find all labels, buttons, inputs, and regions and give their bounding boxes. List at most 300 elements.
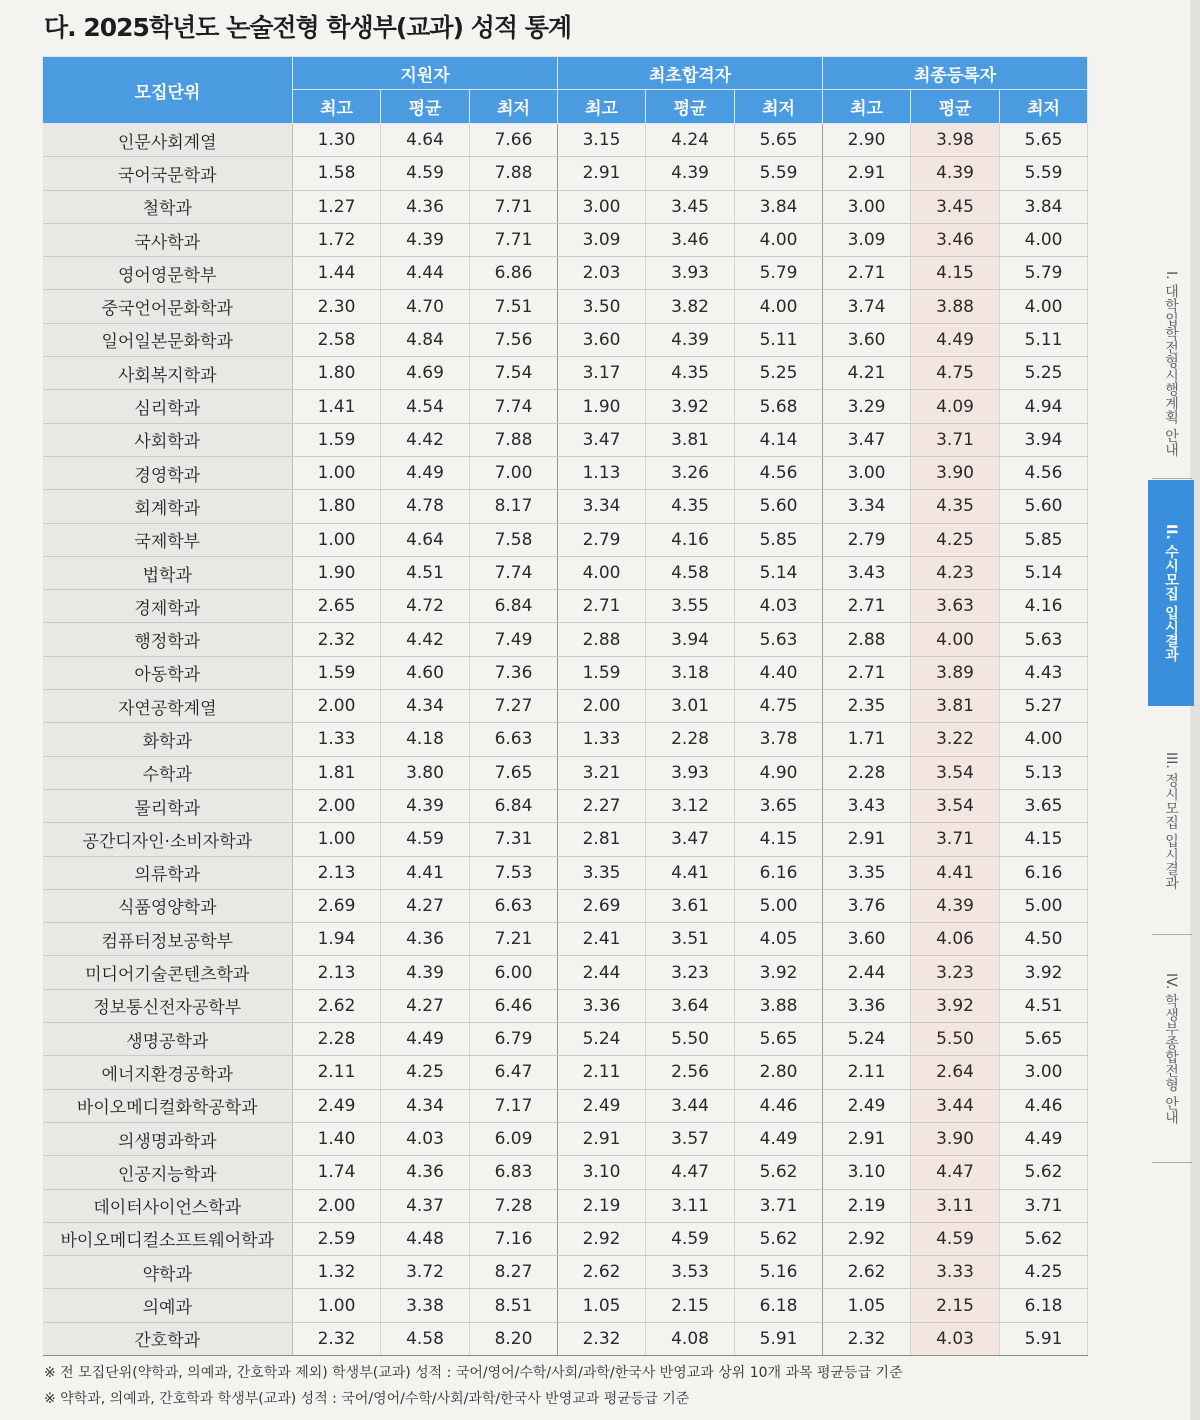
cell-applicants-avg: 4.49 bbox=[381, 1023, 470, 1056]
cell-initial-max: 2.41 bbox=[558, 923, 646, 956]
cell-initial-avg: 3.11 bbox=[646, 1189, 735, 1222]
cell-final-max: 2.91 bbox=[823, 1122, 911, 1155]
unit-name-cell: 인공지능학과 bbox=[43, 1156, 293, 1189]
cell-initial-max: 2.91 bbox=[558, 157, 646, 190]
cell-initial-max: 1.05 bbox=[558, 1289, 646, 1322]
cell-final-avg: 4.41 bbox=[911, 856, 1000, 889]
cell-initial-avg: 4.16 bbox=[646, 523, 735, 556]
cell-final-avg: 4.25 bbox=[911, 523, 1000, 556]
cell-applicants-min: 7.51 bbox=[470, 290, 558, 323]
cell-applicants-max: 2.00 bbox=[293, 1189, 381, 1222]
cell-final-min: 3.71 bbox=[1000, 1189, 1088, 1222]
page-title: 다. 2025학년도 논술전형 학생부(교과) 성적 통계 bbox=[44, 13, 571, 42]
cell-final-min: 4.00 bbox=[1000, 223, 1088, 256]
cell-initial-min: 5.60 bbox=[735, 490, 823, 523]
cell-applicants-avg: 4.48 bbox=[381, 1222, 470, 1255]
table-row bbox=[43, 889, 1088, 922]
cell-initial-avg: 3.81 bbox=[646, 423, 735, 456]
unit-name-cell: 아동학과 bbox=[43, 656, 293, 689]
unit-name-cell: 생명공학과 bbox=[43, 1023, 293, 1056]
cell-initial-min: 5.16 bbox=[735, 1256, 823, 1289]
cell-applicants-min: 8.20 bbox=[470, 1322, 558, 1355]
cell-applicants-min: 7.21 bbox=[470, 923, 558, 956]
cell-final-max: 2.28 bbox=[823, 756, 911, 789]
unit-name-cell: 수학과 bbox=[43, 756, 293, 789]
header-sub-min: 최저 bbox=[470, 90, 558, 124]
cell-applicants-avg: 3.38 bbox=[381, 1289, 470, 1322]
cell-initial-max: 3.00 bbox=[558, 190, 646, 223]
table-row bbox=[43, 756, 1088, 789]
cell-initial-max: 3.21 bbox=[558, 756, 646, 789]
cell-applicants-avg: 3.80 bbox=[381, 756, 470, 789]
side-tab-4[interactable] bbox=[1148, 936, 1194, 1162]
unit-name-cell: 컴퓨터정보공학부 bbox=[43, 923, 293, 956]
unit-name-cell: 데이터사이언스학과 bbox=[43, 1189, 293, 1222]
cell-initial-min: 5.68 bbox=[735, 390, 823, 423]
cell-applicants-min: 8.51 bbox=[470, 1289, 558, 1322]
cell-applicants-max: 2.65 bbox=[293, 590, 381, 623]
cell-initial-avg: 3.47 bbox=[646, 823, 735, 856]
cell-applicants-max: 1.94 bbox=[293, 923, 381, 956]
cell-applicants-avg: 4.49 bbox=[381, 456, 470, 489]
cell-initial-min: 3.71 bbox=[735, 1189, 823, 1222]
cell-applicants-min: 7.71 bbox=[470, 190, 558, 223]
unit-name-cell: 회계학과 bbox=[43, 490, 293, 523]
cell-initial-avg: 3.44 bbox=[646, 1089, 735, 1122]
cell-final-min: 5.59 bbox=[1000, 157, 1088, 190]
cell-final-max: 2.44 bbox=[823, 956, 911, 989]
cell-final-avg: 3.63 bbox=[911, 590, 1000, 623]
cell-applicants-avg: 4.54 bbox=[381, 390, 470, 423]
header-group-initial-admits: 최초합격자 bbox=[558, 57, 823, 90]
cell-applicants-max: 2.69 bbox=[293, 889, 381, 922]
cell-initial-avg: 5.50 bbox=[646, 1023, 735, 1056]
cell-applicants-min: 7.17 bbox=[470, 1089, 558, 1122]
cell-applicants-max: 1.59 bbox=[293, 656, 381, 689]
cell-initial-min: 3.88 bbox=[735, 989, 823, 1022]
cell-final-avg: 3.46 bbox=[911, 223, 1000, 256]
cell-initial-max: 3.10 bbox=[558, 1156, 646, 1189]
cell-final-min: 4.56 bbox=[1000, 456, 1088, 489]
cell-initial-max: 3.36 bbox=[558, 989, 646, 1022]
cell-final-min: 4.00 bbox=[1000, 290, 1088, 323]
cell-final-avg: 4.15 bbox=[911, 257, 1000, 290]
cell-final-min: 5.13 bbox=[1000, 756, 1088, 789]
cell-applicants-max: 2.58 bbox=[293, 323, 381, 356]
cell-final-max: 5.24 bbox=[823, 1023, 911, 1056]
cell-final-max: 2.19 bbox=[823, 1189, 911, 1222]
cell-initial-min: 5.65 bbox=[735, 124, 823, 157]
cell-initial-min: 4.46 bbox=[735, 1089, 823, 1122]
table-row bbox=[43, 956, 1088, 989]
table-row bbox=[43, 556, 1088, 589]
cell-applicants-min: 6.84 bbox=[470, 590, 558, 623]
cell-initial-min: 4.00 bbox=[735, 223, 823, 256]
cell-final-min: 5.25 bbox=[1000, 357, 1088, 390]
cell-final-min: 5.79 bbox=[1000, 257, 1088, 290]
cell-initial-min: 4.03 bbox=[735, 590, 823, 623]
cell-final-min: 4.50 bbox=[1000, 923, 1088, 956]
unit-name-cell: 정보통신전자공학부 bbox=[43, 989, 293, 1022]
cell-initial-avg: 4.24 bbox=[646, 124, 735, 157]
cell-applicants-avg: 4.72 bbox=[381, 590, 470, 623]
cell-final-avg: 3.22 bbox=[911, 723, 1000, 756]
table-row bbox=[43, 1122, 1088, 1155]
cell-applicants-min: 7.88 bbox=[470, 157, 558, 190]
cell-applicants-min: 7.54 bbox=[470, 357, 558, 390]
header-sub-min: 최저 bbox=[1000, 90, 1088, 124]
cell-applicants-max: 2.59 bbox=[293, 1222, 381, 1255]
cell-initial-max: 2.27 bbox=[558, 789, 646, 822]
cell-applicants-max: 2.62 bbox=[293, 989, 381, 1022]
cell-final-avg: 3.54 bbox=[911, 756, 1000, 789]
cell-final-max: 1.05 bbox=[823, 1289, 911, 1322]
cell-final-max: 3.10 bbox=[823, 1156, 911, 1189]
table-row bbox=[43, 923, 1088, 956]
cell-applicants-avg: 4.34 bbox=[381, 1089, 470, 1122]
cell-initial-avg: 3.94 bbox=[646, 623, 735, 656]
cell-applicants-min: 7.49 bbox=[470, 623, 558, 656]
unit-name-cell: 행정학과 bbox=[43, 623, 293, 656]
cell-applicants-max: 1.41 bbox=[293, 390, 381, 423]
cell-final-min: 5.63 bbox=[1000, 623, 1088, 656]
cell-final-avg: 3.44 bbox=[911, 1089, 1000, 1122]
cell-applicants-min: 6.63 bbox=[470, 723, 558, 756]
cell-applicants-max: 2.32 bbox=[293, 1322, 381, 1355]
header-group-final-enrollees: 최종등록자 bbox=[823, 57, 1088, 90]
cell-final-avg: 3.11 bbox=[911, 1189, 1000, 1222]
cell-initial-avg: 3.92 bbox=[646, 390, 735, 423]
cell-final-avg: 4.03 bbox=[911, 1322, 1000, 1355]
side-tab-label: I. 대학입학전형시행계획 안내 bbox=[1163, 271, 1179, 457]
cell-applicants-avg: 4.03 bbox=[381, 1122, 470, 1155]
footnote: ※ 약학과, 의예과, 간호학과 학생부(교과) 성적 : 국어/영어/수학/사회/과학/한국사 반영교과 평균등급 기준 bbox=[44, 1391, 690, 1407]
cell-applicants-max: 2.13 bbox=[293, 856, 381, 889]
cell-final-min: 3.84 bbox=[1000, 190, 1088, 223]
cell-final-max: 3.60 bbox=[823, 323, 911, 356]
cell-initial-avg: 4.47 bbox=[646, 1156, 735, 1189]
cell-initial-max: 3.09 bbox=[558, 223, 646, 256]
unit-name-cell: 국사학과 bbox=[43, 223, 293, 256]
cell-final-max: 3.76 bbox=[823, 889, 911, 922]
cell-final-max: 2.79 bbox=[823, 523, 911, 556]
cell-applicants-avg: 4.42 bbox=[381, 623, 470, 656]
table-row bbox=[43, 456, 1088, 489]
cell-initial-min: 3.92 bbox=[735, 956, 823, 989]
cell-final-max: 2.11 bbox=[823, 1056, 911, 1089]
cell-final-min: 3.00 bbox=[1000, 1056, 1088, 1089]
table-row bbox=[43, 1222, 1088, 1255]
cell-initial-min: 4.14 bbox=[735, 423, 823, 456]
cell-final-min: 4.43 bbox=[1000, 656, 1088, 689]
header-sub-min: 최저 bbox=[735, 90, 823, 124]
cell-applicants-min: 6.46 bbox=[470, 989, 558, 1022]
side-tab-2-active[interactable] bbox=[1148, 480, 1194, 706]
cell-initial-avg: 3.26 bbox=[646, 456, 735, 489]
cell-final-avg: 3.54 bbox=[911, 789, 1000, 822]
table-row bbox=[43, 856, 1088, 889]
table-row bbox=[43, 823, 1088, 856]
cell-applicants-avg: 4.37 bbox=[381, 1189, 470, 1222]
cell-final-max: 2.62 bbox=[823, 1256, 911, 1289]
cell-initial-avg: 3.61 bbox=[646, 889, 735, 922]
cell-initial-min: 5.79 bbox=[735, 257, 823, 290]
cell-final-avg: 4.35 bbox=[911, 490, 1000, 523]
cell-applicants-min: 6.00 bbox=[470, 956, 558, 989]
table-row bbox=[43, 490, 1088, 523]
table-row bbox=[43, 723, 1088, 756]
cell-initial-max: 1.59 bbox=[558, 656, 646, 689]
cell-applicants-max: 2.00 bbox=[293, 690, 381, 723]
cell-initial-min: 4.15 bbox=[735, 823, 823, 856]
unit-name-cell: 의류학과 bbox=[43, 856, 293, 889]
unit-name-cell: 미디어기술콘텐츠학과 bbox=[43, 956, 293, 989]
cell-final-avg: 5.50 bbox=[911, 1023, 1000, 1056]
cell-final-max: 2.91 bbox=[823, 157, 911, 190]
cell-final-avg: 3.81 bbox=[911, 690, 1000, 723]
unit-name-cell: 화학과 bbox=[43, 723, 293, 756]
cell-final-min: 5.27 bbox=[1000, 690, 1088, 723]
cell-applicants-max: 2.49 bbox=[293, 1089, 381, 1122]
table-row bbox=[43, 590, 1088, 623]
cell-final-max: 3.34 bbox=[823, 490, 911, 523]
table-row bbox=[43, 323, 1088, 356]
cell-initial-avg: 2.56 bbox=[646, 1056, 735, 1089]
cell-initial-min: 2.80 bbox=[735, 1056, 823, 1089]
cell-final-avg: 3.98 bbox=[911, 124, 1000, 157]
cell-applicants-avg: 4.70 bbox=[381, 290, 470, 323]
cell-applicants-avg: 4.27 bbox=[381, 989, 470, 1022]
cell-applicants-max: 1.40 bbox=[293, 1122, 381, 1155]
cell-applicants-min: 7.66 bbox=[470, 124, 558, 157]
cell-initial-avg: 3.23 bbox=[646, 956, 735, 989]
cell-initial-max: 1.13 bbox=[558, 456, 646, 489]
unit-name-cell: 의예과 bbox=[43, 1289, 293, 1322]
cell-applicants-max: 1.00 bbox=[293, 523, 381, 556]
cell-initial-max: 3.60 bbox=[558, 323, 646, 356]
cell-final-max: 2.88 bbox=[823, 623, 911, 656]
side-tab-3[interactable] bbox=[1148, 708, 1194, 934]
table-row bbox=[43, 223, 1088, 256]
cell-applicants-min: 6.86 bbox=[470, 257, 558, 290]
cell-final-avg: 4.09 bbox=[911, 390, 1000, 423]
cell-final-min: 5.60 bbox=[1000, 490, 1088, 523]
cell-final-avg: 3.45 bbox=[911, 190, 1000, 223]
cell-initial-avg: 3.46 bbox=[646, 223, 735, 256]
table-row bbox=[43, 989, 1088, 1022]
cell-initial-max: 2.71 bbox=[558, 590, 646, 623]
unit-name-cell: 철학과 bbox=[43, 190, 293, 223]
table-row bbox=[43, 656, 1088, 689]
side-tab-1[interactable] bbox=[1148, 250, 1194, 478]
cell-initial-max: 1.90 bbox=[558, 390, 646, 423]
cell-applicants-max: 1.33 bbox=[293, 723, 381, 756]
header-sub-max: 최고 bbox=[823, 90, 911, 124]
unit-name-cell: 의생명과학과 bbox=[43, 1122, 293, 1155]
cell-applicants-min: 7.74 bbox=[470, 556, 558, 589]
cell-initial-avg: 3.51 bbox=[646, 923, 735, 956]
cell-final-min: 5.00 bbox=[1000, 889, 1088, 922]
cell-final-avg: 4.39 bbox=[911, 889, 1000, 922]
table-row bbox=[43, 257, 1088, 290]
cell-initial-min: 5.25 bbox=[735, 357, 823, 390]
cell-initial-min: 6.16 bbox=[735, 856, 823, 889]
cell-final-avg: 4.75 bbox=[911, 357, 1000, 390]
unit-name-cell: 자연공학계열 bbox=[43, 690, 293, 723]
cell-applicants-min: 6.83 bbox=[470, 1156, 558, 1189]
cell-initial-max: 3.17 bbox=[558, 357, 646, 390]
cell-final-max: 1.71 bbox=[823, 723, 911, 756]
cell-applicants-max: 2.00 bbox=[293, 789, 381, 822]
cell-final-min: 6.18 bbox=[1000, 1289, 1088, 1322]
cell-initial-max: 2.03 bbox=[558, 257, 646, 290]
unit-name-cell: 바이오메디컬화학공학과 bbox=[43, 1089, 293, 1122]
cell-final-min: 4.94 bbox=[1000, 390, 1088, 423]
table-row bbox=[43, 1156, 1088, 1189]
cell-final-avg: 3.90 bbox=[911, 456, 1000, 489]
cell-final-avg: 3.88 bbox=[911, 290, 1000, 323]
unit-name-cell: 식품영양학과 bbox=[43, 889, 293, 922]
cell-applicants-max: 1.74 bbox=[293, 1156, 381, 1189]
cell-applicants-min: 7.74 bbox=[470, 390, 558, 423]
cell-applicants-max: 1.32 bbox=[293, 1256, 381, 1289]
cell-applicants-avg: 4.41 bbox=[381, 856, 470, 889]
cell-applicants-min: 7.28 bbox=[470, 1189, 558, 1222]
table-row bbox=[43, 157, 1088, 190]
cell-applicants-avg: 4.18 bbox=[381, 723, 470, 756]
cell-initial-min: 4.90 bbox=[735, 756, 823, 789]
cell-final-max: 3.74 bbox=[823, 290, 911, 323]
side-tab-nav bbox=[1148, 250, 1200, 1170]
cell-applicants-max: 1.44 bbox=[293, 257, 381, 290]
cell-initial-max: 3.50 bbox=[558, 290, 646, 323]
cell-applicants-avg: 4.59 bbox=[381, 823, 470, 856]
cell-final-avg: 3.90 bbox=[911, 1122, 1000, 1155]
table-row bbox=[43, 690, 1088, 723]
unit-name-cell: 국제학부 bbox=[43, 523, 293, 556]
cell-final-max: 2.71 bbox=[823, 590, 911, 623]
cell-final-min: 5.91 bbox=[1000, 1322, 1088, 1355]
cell-final-min: 5.65 bbox=[1000, 1023, 1088, 1056]
cell-final-avg: 3.71 bbox=[911, 423, 1000, 456]
cell-initial-max: 2.11 bbox=[558, 1056, 646, 1089]
unit-name-cell: 사회복지학과 bbox=[43, 357, 293, 390]
unit-name-cell: 심리학과 bbox=[43, 390, 293, 423]
cell-applicants-avg: 4.39 bbox=[381, 956, 470, 989]
cell-final-min: 4.46 bbox=[1000, 1089, 1088, 1122]
cell-applicants-avg: 4.36 bbox=[381, 923, 470, 956]
cell-initial-min: 5.91 bbox=[735, 1322, 823, 1355]
cell-initial-min: 5.63 bbox=[735, 623, 823, 656]
tab-divider bbox=[1152, 934, 1192, 935]
cell-final-max: 4.21 bbox=[823, 357, 911, 390]
cell-final-max: 2.71 bbox=[823, 257, 911, 290]
table-row bbox=[43, 1056, 1088, 1089]
cell-initial-min: 5.65 bbox=[735, 1023, 823, 1056]
unit-name-cell: 중국언어문화학과 bbox=[43, 290, 293, 323]
cell-initial-avg: 3.93 bbox=[646, 257, 735, 290]
cell-final-max: 3.00 bbox=[823, 190, 911, 223]
cell-initial-avg: 4.58 bbox=[646, 556, 735, 589]
tab-divider bbox=[1152, 1162, 1192, 1163]
cell-applicants-min: 6.63 bbox=[470, 889, 558, 922]
cell-initial-max: 2.62 bbox=[558, 1256, 646, 1289]
cell-applicants-min: 7.88 bbox=[470, 423, 558, 456]
cell-final-max: 3.43 bbox=[823, 556, 911, 589]
cell-initial-min: 5.62 bbox=[735, 1222, 823, 1255]
cell-final-max: 3.00 bbox=[823, 456, 911, 489]
cell-initial-avg: 4.39 bbox=[646, 323, 735, 356]
cell-initial-min: 4.05 bbox=[735, 923, 823, 956]
cell-initial-max: 2.49 bbox=[558, 1089, 646, 1122]
table-row bbox=[43, 1023, 1088, 1056]
table-row bbox=[43, 190, 1088, 223]
cell-initial-avg: 2.15 bbox=[646, 1289, 735, 1322]
cell-applicants-max: 1.00 bbox=[293, 1289, 381, 1322]
table-row bbox=[43, 1322, 1088, 1355]
cell-final-min: 5.65 bbox=[1000, 124, 1088, 157]
table-row bbox=[43, 423, 1088, 456]
cell-applicants-max: 1.00 bbox=[293, 823, 381, 856]
cell-initial-min: 4.49 bbox=[735, 1122, 823, 1155]
table-row bbox=[43, 124, 1088, 157]
header-group-applicants: 지원자 bbox=[293, 57, 558, 90]
footnote: ※ 전 모집단위(약학과, 의예과, 간호학과 제외) 학생부(교과) 성적 : 국어/영어/수학/사회/과학/한국사 반영교과 상위 10개 과목 평균등급 기준 bbox=[44, 1365, 903, 1381]
table-body bbox=[43, 124, 1088, 1356]
cell-initial-avg: 2.28 bbox=[646, 723, 735, 756]
cell-initial-max: 2.00 bbox=[558, 690, 646, 723]
cell-final-min: 4.15 bbox=[1000, 823, 1088, 856]
cell-applicants-max: 1.27 bbox=[293, 190, 381, 223]
cell-applicants-avg: 4.25 bbox=[381, 1056, 470, 1089]
unit-name-cell: 사회학과 bbox=[43, 423, 293, 456]
cell-applicants-avg: 3.72 bbox=[381, 1256, 470, 1289]
unit-name-cell: 에너지환경공학과 bbox=[43, 1056, 293, 1089]
cell-applicants-max: 2.32 bbox=[293, 623, 381, 656]
cell-initial-min: 4.40 bbox=[735, 656, 823, 689]
cell-initial-avg: 3.64 bbox=[646, 989, 735, 1022]
table-row bbox=[43, 357, 1088, 390]
cell-initial-max: 2.92 bbox=[558, 1222, 646, 1255]
cell-final-min: 5.14 bbox=[1000, 556, 1088, 589]
cell-applicants-max: 2.11 bbox=[293, 1056, 381, 1089]
cell-applicants-avg: 4.51 bbox=[381, 556, 470, 589]
cell-final-avg: 2.15 bbox=[911, 1289, 1000, 1322]
unit-name-cell: 공간디자인·소비자학과 bbox=[43, 823, 293, 856]
cell-applicants-avg: 4.59 bbox=[381, 157, 470, 190]
unit-name-cell: 바이오메디컬소프트웨어학과 bbox=[43, 1222, 293, 1255]
cell-applicants-min: 7.53 bbox=[470, 856, 558, 889]
cell-initial-avg: 4.59 bbox=[646, 1222, 735, 1255]
cell-final-max: 2.92 bbox=[823, 1222, 911, 1255]
cell-final-max: 3.60 bbox=[823, 923, 911, 956]
cell-applicants-avg: 4.39 bbox=[381, 223, 470, 256]
cell-initial-min: 3.84 bbox=[735, 190, 823, 223]
unit-name-cell: 경영학과 bbox=[43, 456, 293, 489]
cell-applicants-avg: 4.42 bbox=[381, 423, 470, 456]
cell-final-max: 2.32 bbox=[823, 1322, 911, 1355]
cell-final-min: 4.51 bbox=[1000, 989, 1088, 1022]
cell-applicants-max: 1.80 bbox=[293, 490, 381, 523]
cell-applicants-max: 1.00 bbox=[293, 456, 381, 489]
cell-initial-min: 5.59 bbox=[735, 157, 823, 190]
header-sub-avg: 평균 bbox=[911, 90, 1000, 124]
cell-initial-max: 3.34 bbox=[558, 490, 646, 523]
cell-initial-avg: 3.57 bbox=[646, 1122, 735, 1155]
cell-final-min: 6.16 bbox=[1000, 856, 1088, 889]
cell-final-min: 5.11 bbox=[1000, 323, 1088, 356]
cell-initial-min: 3.78 bbox=[735, 723, 823, 756]
